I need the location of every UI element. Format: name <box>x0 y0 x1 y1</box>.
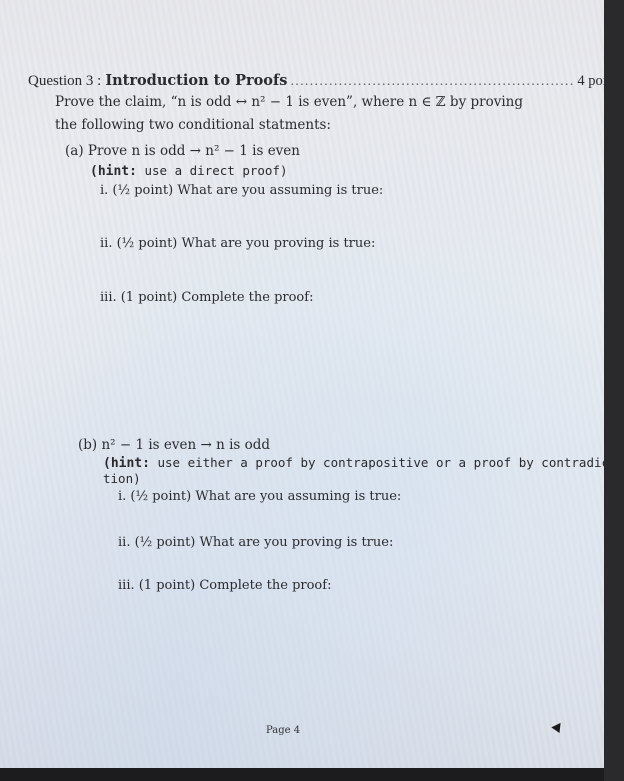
part-a-hint-label: (hint: <box>90 164 137 179</box>
part-a-hint <box>90 163 287 180</box>
part-b-item-2: ii. (½ point) What are you proving is true: <box>118 535 394 550</box>
page-number: Page 4 <box>266 725 301 736</box>
part-b-item-1: i. (½ point) What are you assuming is true: <box>118 489 402 504</box>
claim-line-2: the following two conditional statments: <box>55 117 331 133</box>
claim-line-1: Prove the claim, “n is odd ↔ n² − 1 is even”, where n ∈ ℤ by proving <box>55 94 523 110</box>
part-b-heading: (b) n² − 1 is even → n is odd <box>78 437 271 453</box>
question-label: Question 3 : <box>28 73 102 89</box>
leader-dots: ........................................................... <box>290 74 575 88</box>
part-b-hint-text: use either a proof by contrapositive or a proof by contradic- <box>149 455 617 470</box>
part-b-hint-line-2: tion) <box>103 471 141 486</box>
mouse-pointer-icon <box>551 720 564 733</box>
part-a-hint-text: use a direct proof) <box>136 163 288 178</box>
part-b-hint-label: (hint: <box>103 456 150 471</box>
part-a-item-1: i. (½ point) What are you assuming is true: <box>100 183 384 198</box>
part-a-item-3: iii. (1 point) Complete the proof: <box>100 290 314 305</box>
part-b-item-3: iii. (1 point) Complete the proof: <box>118 578 332 593</box>
part-a-heading: (a) Prove n is odd → n² − 1 is even <box>65 143 300 159</box>
question-points: 4 points <box>577 73 624 89</box>
question-title: Introduction to Proofs <box>105 72 288 89</box>
monitor-bezel <box>0 768 604 781</box>
part-a-item-2: ii. (½ point) What are you proving is true: <box>100 236 376 251</box>
question-header <box>28 72 624 89</box>
part-b-hint-line-1 <box>103 455 617 472</box>
